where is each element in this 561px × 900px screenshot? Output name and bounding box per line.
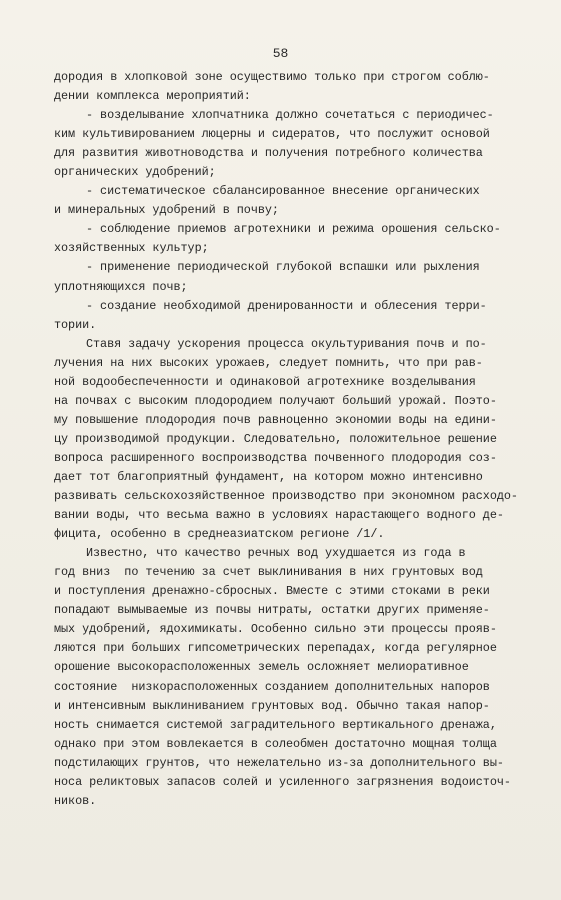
text-line: для развития животноводства и получения потребного количества (54, 146, 483, 161)
text-line: орошение высокорасположенных земель осложняет мелиоративное (54, 660, 469, 675)
text-line: уплотняющихся почв; (54, 279, 188, 294)
text-line: развивать сельскохозяйственное производство при экономном расходо- (54, 489, 518, 504)
text-line: и поступления дренажно-сбросных. Вместе с этими стоками в реки (54, 584, 490, 599)
text-line: - создание необходимой дренированности и облесения терри- (86, 298, 487, 313)
text-line: ной водообеспеченности и одинаковой агротехнике возделывания (54, 374, 476, 389)
text-line: - применение периодической глубокой вспашки или рыхления (86, 260, 480, 275)
text-line: - возделывание хлопчатника должно сочетаться с периодичес- (86, 108, 494, 123)
text-line: - систематическое сбалансированное внесение органических (86, 184, 480, 199)
page-number: 58 (272, 46, 289, 61)
text-line: дает тот благоприятный фундамент, на котором можно интенсивно (54, 469, 483, 484)
text-line: фицита, особенно в среднеазиатском регионе /1/. (54, 527, 385, 542)
text-line: однако при этом вовлекается в солеобмен достаточно мощная толща (54, 736, 497, 751)
text-line: ляются при больших гипсометрических перепадах, когда регулярное (54, 641, 497, 656)
text-line: тории. (54, 317, 97, 332)
document-body (54, 68, 546, 811)
text-line: лучения на них высоких урожаев, следует помнить, что при рав- (54, 355, 483, 370)
text-line: и минеральных удобрений в почву; (54, 203, 279, 218)
text-line: носа реликтовых запасов солей и усиленного загрязнения водоисточ- (54, 774, 511, 789)
text-line: состояние низкорасположенных созданием дополнительных напоров (54, 679, 490, 694)
text-line: ников. (54, 793, 97, 808)
text-line: и интенсивным выклиниванием грунтовых вод. Обычно такая напор- (54, 698, 490, 713)
text-line: - соблюдение приемов агротехники и режима орошения сельско- (86, 222, 501, 237)
text-line: хозяйственных культур; (54, 241, 209, 256)
text-line: Ставя задачу ускорения процесса окультуривания почв и по- (86, 336, 487, 351)
text-line: вопроса расширенного воспроизводства почвенного плодородия соз- (54, 450, 497, 465)
text-line: год вниз по течению за счет выклинивания в них грунтовых вод (54, 565, 483, 580)
text-line: подстилающих грунтов, что нежелательно из-за дополнительного вы- (54, 755, 504, 770)
text-line: на почвах с высоким плодородием получают больший урожай. Поэто- (54, 393, 497, 408)
text-line: ность снимается системой заградительного вертикального дренажа, (54, 717, 497, 732)
text-line: цу производимой продукции. Следовательно, положительное решение (54, 431, 497, 446)
text-line: органических удобрений; (54, 165, 216, 180)
text-line: мых удобрений, ядохимикаты. Особенно сильно эти процессы прояв- (54, 622, 497, 637)
text-line: ким культивированием люцерны и сидератов, что послужит основой (54, 127, 490, 142)
text-line: му повышение плодородия почв равноценно экономии воды на едини- (54, 412, 497, 427)
text-line: дении комплекса мероприятий: (54, 89, 251, 104)
text-line: Известно, что качество речных вод ухудшается из года в (86, 546, 466, 561)
text-line: попадают вымываемые из почвы нитраты, остатки других применяе- (54, 603, 490, 618)
text-line: дородия в хлопковой зоне осуществимо только при строгом соблю- (54, 70, 490, 84)
text-line: вании воды, что весьма важно в условиях нарастающего водного де- (54, 508, 504, 523)
